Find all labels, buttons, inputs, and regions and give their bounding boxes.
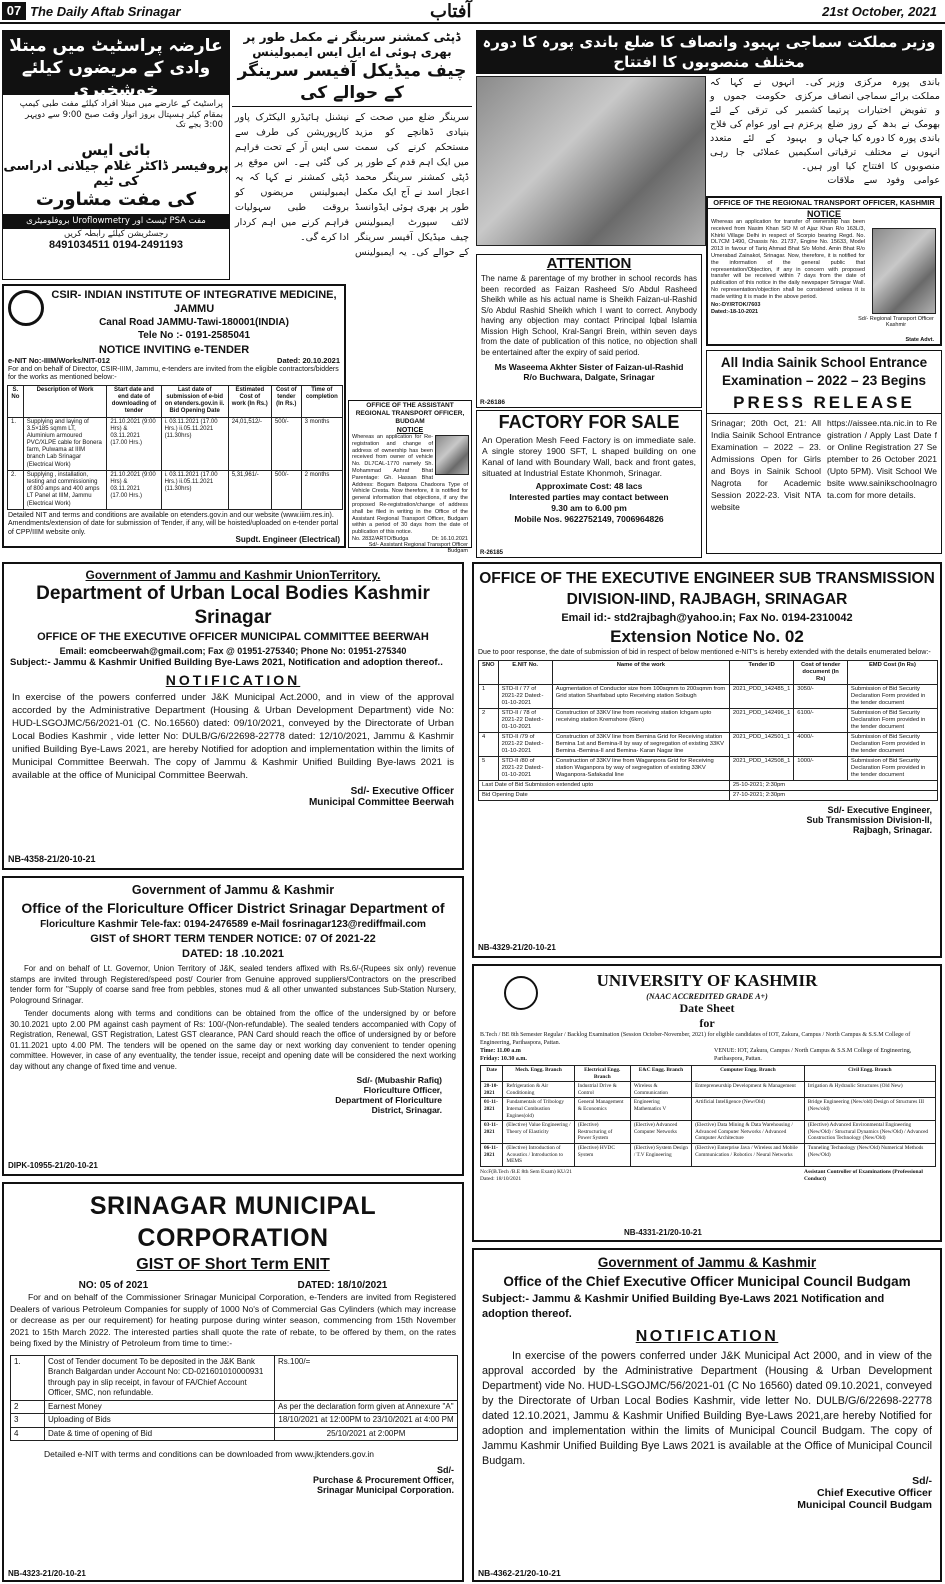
table-header: Cost of tender (In Rs.) <box>271 385 301 417</box>
newspaper-logo: آفتاب <box>430 1 472 22</box>
smc-table <box>10 1355 458 1442</box>
floriculture-sign4: District, Srinagar. <box>371 1105 442 1115</box>
budgam-council-notification <box>472 1248 942 1582</box>
table-cell: As per the declaration form given at Annexure "A" <box>275 1400 458 1414</box>
floriculture-sign1: Sd/- (Mubashir Rafiq) <box>356 1075 442 1085</box>
sainik-body-right: https://aissee.nta.nic.in to Registration / Apply Last Date for Online Registration 27 September to 26 October 2021 (Upto 5PM). Visit School Website www.sainikschoolnagrota.com for more details. <box>827 418 937 500</box>
iiim-intro: For and on behalf of Director, CSIR-IIIM, Jammu, e-tenders are invited from the eligible contractors/bidders for the works as mentioned below:- <box>8 366 339 382</box>
floriculture-sign2: Floriculture Officer, <box>363 1085 442 1095</box>
table-cell: Industrial Drive & Control <box>574 1082 630 1098</box>
rto-kashmir-title: OFFICE OF THE REGIONAL TRANSPORT OFFICER, KASHMIR <box>708 198 940 209</box>
ulb-notification-label: NOTIFICATION <box>165 672 301 688</box>
smc-detail: Detailed e-NIT with terms and conditions can be downloaded from www.jktenders.gov.in <box>44 1449 374 1459</box>
ulb-sign2: Municipal Committee Beerwah <box>308 797 454 808</box>
university-seal-icon <box>504 976 538 1010</box>
sainik-press-release <box>706 350 942 554</box>
university-sign: Assistant Controller of Examinations (Professional Conduct) <box>804 1168 923 1182</box>
table-cell: Artificial Intelligence (New/Old) <box>692 1098 805 1121</box>
table-cell: Bid Opening Date <box>479 791 730 801</box>
table-cell: General Management & Economics <box>574 1098 630 1121</box>
table-cell: 6100/- <box>794 709 848 733</box>
table-header: Time of completion <box>301 385 342 417</box>
university-naac: (NAAC ACCREDITED GRADE A+) <box>646 992 768 1001</box>
budgam-notification-label: NOTIFICATION <box>635 1328 779 1345</box>
table-row <box>479 709 938 733</box>
table-cell: 1. <box>8 417 24 470</box>
university-footer <box>474 1169 940 1183</box>
sainik-title: All India Sainik School Entrance Examination – 2022 – 23 Begins <box>720 355 928 388</box>
table-header: Name of the work <box>552 661 729 685</box>
table-cell: Date & time of opening of Bid <box>45 1427 275 1441</box>
table-header: Computer Engg. Branch <box>692 1066 805 1082</box>
table-cell: 01-11-2021 <box>481 1098 503 1121</box>
page-number: 07 <box>2 2 26 20</box>
hospital-doctor-line2: پروفیسر ڈاکٹر غلام جیلانی ادراسی کی ٹیم <box>3 159 229 189</box>
table-cell: 1 <box>479 685 499 709</box>
transmission-email: Email id:- std2rajbagh@yahoo.in; Fax No. 0194-2310042 <box>561 612 853 624</box>
factory-title: FACTORY FOR SALE <box>498 412 680 432</box>
smc-sign3: Srinagar Municipal Corporation. <box>316 1485 454 1495</box>
table-header: E&C Engg. Branch <box>630 1066 691 1082</box>
table-cell: 5,31,961/- <box>228 470 271 509</box>
attention-notice <box>476 254 702 408</box>
rto-kashmir-body: Whereas an application for transfer of ownership has been received from Nasim Khan S/O M of Ajaz Khan R/o 163L/3, Khirki Village Delhi in respect of Scorpio bearing Regd. No. DL7CM 1490, Chassis No. 21737, Engine No. 15633, Model 2013 in favour of Tariq Ahmad Bhat S/o Mohd. Amin Bhat R/o Umerabad Zainakot, Srinagar. Now, therefore, it is notified for the information of the general public that representation/Objection, if any in concern with proposed transfer will be received within 7 days from the date of publication of this notice in the daily newspaper Srinagar Wall. No representation/objection shall be considered unless it is made writing it is made in the above period. <box>711 219 865 300</box>
attention-title: ATTENTION <box>546 255 632 272</box>
rto-budgam-title: OFFICE OF THE ASSISTANT REGIONAL TRANSPORT OFFICER, BUDGAM <box>355 402 465 425</box>
rto-kashmir-notice <box>706 196 942 346</box>
hospital-phones: 8491034511 0194-2491193 <box>49 239 183 252</box>
table-row <box>481 1082 936 1098</box>
table-cell: Cost of Tender document To be deposited in the J&K Bank Branch Balgardan under Account No: CD-021601010000931 through pay in slip receipt, in favour of FA/Chief Account Officer, SMC, non refundable. <box>45 1355 275 1400</box>
attention-body: The name & parentage of my brother in school records has been recorded as Faizan Rasheed S/o Abdul Rasheed Sheikh while as his actual name is Sheikh Faizan-ul-Rashid S/o Abdul Rashid Sheikh which I want to correct. Anybody having any objection may contact Principal Iqbal Islamia Mission High School, Kral-Sangri Brein, within seven days from the date of publication of this notice, no objection shall be entertained after the expiry of said period. <box>481 274 697 357</box>
table-cell: Earnest Money <box>45 1400 275 1414</box>
table-cell: 21.10.2021 (9:00 Hrs) & 03.11.2021 (17.00 Hrs.) <box>107 470 161 509</box>
table-cell: 3050/- <box>794 685 848 709</box>
table-row <box>479 733 938 757</box>
iiim-sign: Supdt. Engineer (Electrical) <box>235 535 340 544</box>
budgam-subject: Subject:- Jammu & Kashmir Unified Building Bye-Laws 2021 Notification and adoption thereof. <box>482 1293 885 1320</box>
table-row <box>481 1098 936 1121</box>
floriculture-body1: For and on behalf of Lt. Governor, Union Territory of J&K, sealed tenders affixed with Rs.6/-(Rupees six only) revenue stamps are invited through Registered/speed post/ Courier from Genuine approved suppliers/Contractors on the prescribed tender form for "Supply of coarse sand free from pebbles, stones mud & all other unwanted substances Sub-Station Nursery, Pologround Srinagar. <box>10 964 456 1005</box>
iiim-footer: Detailed NIT and terms and conditions are available on etenders.gov.in and our website (www.iiim.res.in). Amendments/extension of date for submission of Tender, if any, will be hoisted/uploaded on e-tender portal of CPP/IIIM website only. <box>8 511 339 536</box>
rto-kashmir-date: Dated:-18-10-2021 <box>711 308 759 315</box>
table-cell: 21.10.2021 (9:00 Hrs) & 03.11.2021 (17.00 Hrs.) <box>107 417 161 470</box>
table-cell: (Elective) Data Mining & Data Warehousing / Advanced Computer Networks / Advanced Computer Architecture <box>692 1121 805 1144</box>
smc-sign2: Purchase & Procurement Officer, <box>312 1475 454 1485</box>
kashmir-university-datesheet <box>472 964 942 1242</box>
table-row <box>11 1427 458 1441</box>
ulb-office: OFFICE OF THE EXECUTIVE OFFICER MUNICIPAL COMMITTEE BEERWAH <box>37 631 429 643</box>
table-cell: 2021_PDD_142485_1 <box>729 685 793 709</box>
ulb-sign1: Sd/- Executive Officer <box>350 786 454 797</box>
table-cell: Augmentation of Conductor size from 100sqmm to 200sqmm from Grid station Sharifabad upto Receiving station Soibugh <box>552 685 729 709</box>
smc-gist-enit <box>2 1182 464 1582</box>
university-time1: Time: 11.00 a.m <box>480 1048 521 1054</box>
table-header: Description of Work <box>23 385 107 417</box>
table-header-row <box>479 661 938 685</box>
university-notes <box>480 1169 572 1183</box>
table-cell: Fundamentals of Tribology Internal Combustion Engines(old) <box>503 1098 574 1121</box>
factory-sale-ad <box>476 410 702 558</box>
smc-body: For and on behalf of the Commissioner Srinagar Municipal Corporation, e-Tenders are invited from Registered Dealers of various Petroleum Companies for supply of 1000 No's of Commercial Gas Cylinders (which may increase or decrease as per our requirement) for heating purpose during winter season, commencing from 15th November 2021 to 15th March 2022. The interested parties shall quote the rate of rebate, to be offered by them, on the rates being fixed by the Ministry of Petroleum from time to time:- <box>10 1292 456 1348</box>
factory-mobile: Mobile Nos. 9622752149, 7006964826 <box>514 514 664 524</box>
university-time-venue <box>474 1048 940 1063</box>
table-cell: 18/10/2021 at 12:00PM to 23/10/2021 at 4:00 PM <box>275 1414 458 1428</box>
factory-ref: R-26185 <box>480 550 504 556</box>
table-cell: Submission of Bid Security Declaration Form provided in the tender document <box>847 757 937 781</box>
table-cell: Supplying and laying of 3.5×185 sqmm LT, Aluminium armoured PVC/XLPE cable for Bonera farm, Pulwama at IIIM branch Lab Srinagar (Electrical Work) <box>23 417 107 470</box>
floriculture-gov: Government of Jammu & Kashmir <box>131 883 335 897</box>
rto-budgam-body: Whereas an application for Re-registration and change of address of ownership has been received from owner of vehicle No. DL7CAL-1770 namely Sh. Mohammad Ashraf Bhat Parentage: Gh. Hassan Bhat Address: Bogam Batpora Chadoora Type of Vehicle Cresta. Now therefore, it is notified for general information that objections, if any the proposed Re-registration/change of address shall be filed in writing in the Office of the Assistant Regional Transport Officer, Budgam within a period of 30 days from the date of publication of this notice. <box>352 434 468 536</box>
table-cell: 3 months <box>301 417 342 470</box>
table-cell: STD-II /79 of 2021-22 Dated:- 01-10-2021 <box>498 733 552 757</box>
masthead <box>0 0 945 24</box>
hospital-doctor-line3: کی مفت مشاورت <box>35 189 197 210</box>
transmission-title1: OFFICE OF THE EXECUTIVE ENGINEER SUB TRANSMISSION <box>479 570 935 587</box>
hospital-ad <box>2 30 230 280</box>
ambulance-body: سرینگر ضلع میں صحت کے بنیادی ڈھانچے کو مزید مستحکم کرنے کی سمت میں ایک اہم قدم کے طور پر ڈپٹی کمشنر سرینگر محمد اعجاز اسد نے آج ایک مکمل طور پر بھری ہوئی ایڈوانسڈ لائف سپورٹ ایمبولینس چیف میڈیکل آفیسر سرینگر کے حوالے کی۔ یہ ایمبولینس نیشنل ہائیڈرو الیکٹرک پاور کارپوریشن کی طرف سے سی ایس آر کے تحت فراہم کی گئی ہے۔ اس موقع پر ڈپٹی کمشنر نے کہا کہ یہ ایمبولینس مریضوں کو بروقت طبی سہولیات فراہم کرنے میں اہم کردار ادا کرے گی۔ <box>235 112 469 258</box>
table-header: EMD Cost (In Rs) <box>847 661 937 685</box>
table-cell: Last Date of Bid Submission extended upto <box>479 781 730 791</box>
ulb-beerwah-notification <box>2 562 464 870</box>
floriculture-sign3: Department of Floriculture <box>335 1095 442 1105</box>
smc-dated: DATED: 18/10/2021 <box>297 1280 388 1291</box>
floriculture-body2: Tender documents along with terms and conditions can be obtained from the office of the undersigned by or before 30.10.2021 upto 2.00 PM against cash payment of Rs: 100/-(Non-refundable). The sealed tenders accompanied with Copy of Registration, Renewal, GST Registration, Latest GST clearance, PAN Card should reach the office of undersigned by or before 01.11.2021 upto 4.00 PM. The tenders will be opened on the same day or next working day convenient to tender opening committee. However, in case of any eventuality, the tender issue, receipt and opening date will be considered the next working day without any change of fixed time and venue. <box>10 1009 456 1071</box>
ambulance-title1: ڈپٹی کمشنر سرینگر نے مکمل طور پر بھری ہوئی اے ایل ایس ایمبولینس <box>243 30 461 59</box>
table-cell: i. 03.11.2021 (17.00 Hrs.) ii.05.11.2021 (11.30hrs) <box>161 417 228 470</box>
table-header: Cost of tender document (In Rs) <box>794 661 848 685</box>
table-cell: 06-11-2021 <box>481 1143 503 1166</box>
table-cell: 4 <box>479 733 499 757</box>
university-venue: VENUE: IOT, Zakura, Campus / North Campus & S.S.M College of Engineering, Parihaspora, Pattan. <box>714 1048 912 1062</box>
smc-no: NO: 05 of 2021 <box>78 1280 149 1291</box>
iiim-nit-no: e-NIT No:-IIIM/Works/NIT-012 <box>8 356 110 365</box>
iiim-nit-line <box>4 356 344 365</box>
table-cell: 2021_PDD_142508_1 <box>729 757 793 781</box>
table-cell: (Elective) Advanced Environmental Engineering (New/Old) / Structural Dynamics (New/Old) / Advanced Construction Technology (New/Old) <box>804 1121 935 1144</box>
table-header: Tender ID <box>729 661 793 685</box>
hospital-contact-line: رجسٹریشن کیلئے رابطہ کریں <box>63 228 169 239</box>
factory-time: 9.30 am to 6.00 pm <box>551 503 627 513</box>
smc-ref: NB-4323-21/20-10-21 <box>8 1569 86 1578</box>
table-cell: Uploading of Bids <box>45 1414 275 1428</box>
iiim-tele: Tele No :- 0191-2585041 <box>137 330 251 341</box>
rto-budgam-photo <box>435 435 469 475</box>
ulb-dept: Department of Urban Local Bodies Kashmir Srinagar <box>36 583 430 628</box>
table-header: Civil Engg. Branch <box>804 1066 935 1082</box>
factory-body: An Operation Mesh Feed Factory is on immediate sale. A single storey 1900 SFT, L shaped building on one Kanal of land with Boundary Wall, back and front gates, situated at Industrial Estate Khonmoh, Srinagar. <box>482 435 696 478</box>
attention-ref: R-26186 <box>480 399 505 406</box>
table-cell: 5 <box>479 757 499 781</box>
table-cell: Submission of Bid Security Declaration Form provided in the tender document <box>847 685 937 709</box>
table-header: Start date and end date of downloading of tender <box>107 385 161 417</box>
table-row <box>8 470 343 509</box>
table-header: Estimated Cost of work (In Rs.) <box>228 385 271 417</box>
table-row <box>8 417 343 470</box>
transmission-ref: NB-4329-21/20-10-21 <box>478 943 556 952</box>
rto-budgam-notice <box>348 400 472 554</box>
table-row <box>479 791 938 801</box>
transmission-sign3: Rajbagh, Srinagar. <box>852 825 932 836</box>
smc-no-line <box>4 1280 462 1291</box>
table-cell: 500/- <box>271 470 301 509</box>
table-header-row <box>8 385 343 417</box>
budgam-sign3: Municipal Council Budgam <box>797 1499 932 1511</box>
table-cell: 2021_PDD_142496_1 <box>729 709 793 733</box>
ulb-body: In exercise of the powers conferred under J&K Municipal Act.2000, and in view of the approval accorded by the Administrative Department (Housing & Urban Development Department) vide No: HUD-LSGOJMC/56/2021-01 (C. No.16560) dated: 09/10/2021, conveyed by the Directorate of Urban Local Bodies Kashmir , vide letter No: DULB/G/6/22698-22778 dated: 12/10/2021, Jammu & Kashmir unified Building Bye-Laws 2021, are hereby Notified for adoption and implementation within the limits of Municipal Committee Beerwah. The copy of Jammu & Kashmir Unified Building Bye-laws 2021 is available at the office of Municipal Committee Beerwah. <box>12 692 454 781</box>
table-cell: 4000/- <box>794 733 848 757</box>
table-cell: Construction of 33KV line from Waganpora Grid for Receiving station Waganpora by way of segregation of existing 33KV Waganpora-Safakadal line <box>552 757 729 781</box>
table-cell: STD-II / 78 of 2021-22 Dated:- 01-10-2021 <box>498 709 552 733</box>
table-cell: (Elective) System Design / T.V Engineering <box>630 1143 691 1166</box>
rto-budgam-notice-label: NOTICE <box>396 427 424 434</box>
csir-logo-icon <box>8 290 44 326</box>
table-header: Last date of submission of e-bid on etenders.gov.in ii. Bid Opening Date <box>161 385 228 417</box>
table-header-row <box>481 1066 936 1082</box>
minister-body: باندی پورہ مرکزی وزیر مملکت برائے سماجی انصاف و تفویض اختیارات پرتیما بھومک نے بدھ کے روز ضلع باندی پورہ کا دورہ کیا جہاں انہوں نے مختلف ترقیاتی منصوبوں کا افتتاح کیا اور عوامی وفود سے ملاقات کی۔ انہوں نے کہا کہ مرکزی حکومت جموں و کشمیر کی ترقی کے لئے پرعزم ہے اور عوام کی فلاح و بہبود کے لئے متعدد اسکیمیں عملائی جا رہی ہیں۔ <box>710 77 940 186</box>
table-cell: 3 <box>11 1414 45 1428</box>
rto-budgam-ref: No. 2832/ARTO/Budga <box>352 535 409 542</box>
rto-kashmir-state: State Advt. <box>905 337 934 343</box>
table-header: S. No <box>8 385 24 417</box>
floriculture-tender <box>2 876 464 1176</box>
university-date-sheet: Date Sheet <box>679 1001 735 1015</box>
table-cell: Submission of Bid Security Declaration Form provided in the tender document <box>847 709 937 733</box>
university-title: UNIVERSITY OF KASHMIR <box>596 971 818 990</box>
table-cell: 27-10-2021; 2:30pm <box>729 791 937 801</box>
floriculture-dated: DATED: 18 .10.2021 <box>182 948 284 960</box>
university-note1: No:F(B.Tech /B.E 8th Sem Exam) KU/21 <box>480 1168 573 1175</box>
table-cell: Submission of Bid Security Declaration Form provided in the tender document <box>847 733 937 757</box>
table-cell: Engineering Mathematics V <box>630 1098 691 1121</box>
iiim-tender <box>2 284 346 548</box>
table-cell: STD-II /80 of 2021-22 Dated:- 01-10-2021 <box>498 757 552 781</box>
table-cell: 500/- <box>271 417 301 470</box>
university-table <box>480 1065 936 1167</box>
rto-kashmir-photo <box>872 228 936 314</box>
table-cell: 25-10-2021; 2:30pm <box>729 781 937 791</box>
floriculture-office: Office of the Floriculture Officer District Srinagar Department of <box>21 900 445 916</box>
ulb-contact: Email: eomcbeerwah@gmail.com; Fax @ 01951-275340; Phone No: 01951-275340 <box>59 646 407 656</box>
table-cell: 2021_PDD_142501_1 <box>729 733 793 757</box>
table-cell: 1. <box>11 1355 45 1400</box>
ambulance-title2: چیف میڈیکل آفیسر سرینگر کے حوالے کی <box>232 60 472 107</box>
attention-sign2: R/o Buchwara, Dalgate, Srinagar <box>523 372 655 382</box>
hospital-ad-title: عارضہ پراسٹیٹ میں مبتلا وادی کے مریضوں کیلئے خوشخبری <box>3 31 229 95</box>
minister-photo <box>476 76 706 246</box>
table-header: SNO <box>479 661 499 685</box>
table-cell: i. 03.11.2021 (17.00 Hrs.) ii.05.11.2021 (11.30hrs) <box>161 470 228 509</box>
table-cell: 1000/- <box>794 757 848 781</box>
budgam-office: Office of the Chief Executive Officer Municipal Council Budgam <box>503 1274 911 1289</box>
table-cell: 4 <box>11 1427 45 1441</box>
ambulance-story <box>232 30 472 280</box>
hospital-doctor-line1: بائی ایس <box>81 141 151 159</box>
table-cell: Construction of 33KV line from receiving station Ichgam upto receiving station Kremshore (6km) <box>552 709 729 733</box>
rto-kashmir-ref: No:-DY/RTOK/7603 <box>711 301 761 308</box>
iiim-notice-title: NOTICE INVITING e-TENDER <box>98 344 250 356</box>
transmission-sign2: Sub Transmission Division-II, <box>806 815 932 826</box>
floriculture-gist: GIST of SHORT TERM TENDER NOTICE: 07 Of 2021-22 <box>90 933 376 945</box>
transmission-intro: Due to poor response, the date of submission of bid in respect of below mentioned e-NIT's is hereby extended with the details enumerated below:- <box>478 649 931 656</box>
table-row <box>479 685 938 709</box>
table-header: Electrical Engg. Branch <box>574 1066 630 1082</box>
budgam-sign2: Chief Executive Officer <box>817 1487 932 1499</box>
table-cell: 2 months <box>301 470 342 509</box>
table-cell: (Elective) HVDC System <box>574 1143 630 1166</box>
minister-title: وزیر مملکت سماجی بہبود وانصاف کا ضلع باندی پورہ کا دورہ مختلف منصوبوں کا افتتاح <box>476 30 942 74</box>
transmission-table <box>478 660 938 801</box>
table-cell: Bridge Engineering (New/old) Design of Structures III (New/old) <box>804 1098 935 1121</box>
table-cell: Rs.100/= <box>275 1355 458 1400</box>
iiim-address: Canal Road JAMMU-Tawi-180001(INDIA) <box>99 317 289 328</box>
table-cell: Supplying , installation, testing and commissioning of 800 amps and 400 amps LT Panel at IIIM, Jammu (Electrical Work) <box>23 470 107 509</box>
factory-contact: Interested parties may contact between <box>509 492 669 502</box>
transmission-extension-notice <box>472 562 942 958</box>
table-cell: Refrigeration & Air Conditioning <box>503 1082 574 1098</box>
table-row <box>481 1143 936 1166</box>
rto-kashmir-notice-label: NOTICE <box>806 209 841 219</box>
transmission-title2: DIVISION-IIND, RAJBAGH, SRINAGAR <box>566 591 848 608</box>
table-cell: 24,01,512/- <box>228 417 271 470</box>
ulb-ref: NB-4358-21/20-10-21 <box>8 854 96 864</box>
factory-cost: Approximate Cost: 48 lacs <box>535 481 643 491</box>
university-time2: Friday: 10.30 a.m. <box>480 1055 527 1062</box>
table-cell: STD-II / 77 of 2021-22 Dated:- 01-10-2021 <box>498 685 552 709</box>
budgam-ref: NB-4362-21/20-10-21 <box>478 1568 561 1578</box>
sainik-press-label: PRESS RELEASE <box>707 393 941 414</box>
transmission-ext-title: Extension Notice No. 02 <box>610 627 804 646</box>
table-cell: (Elective) Restructuring of Power System <box>574 1121 630 1144</box>
ulb-subject: Subject:- Jammu & Kashmir Unified Building Bye-Laws 2021, Notification and adoption thereof.. <box>10 657 443 668</box>
table-cell: (Elective) Value Engineering / Theory of Elasticity <box>503 1121 574 1144</box>
table-cell: (Elective) Enterprise Java / Wireless and Mobile Communication / Robotics / Neural Networks <box>692 1143 805 1166</box>
table-row <box>11 1400 458 1414</box>
hospital-psa-line: مفت PSA ٹیسٹ اور Uroflowmetry بروفلومیٹری <box>3 214 229 229</box>
table-cell: Construction of 33KV line from Bemina Grid for Receiving station Bemina 1st and Bemina-II by way of segregation of existing 33KV Bemina -Bemina-II and Bemina- Karan Nagar line <box>552 733 729 757</box>
budgam-body: In exercise of the powers conferred under J&K Municipal Act 2000, and in view of the approval accorded by the Administrative Department (Housing & Urban Development Department) vide No. HUD-LSGOJMC/56/2021-01 (C No 16560) dated 09.10.2021, conveyed by the Directorate of Urban Local Bodies Kashmir, vide letter No. DULB/G/6/22698-22778 dated 12.10.2021, Jammu & Kashmir Unified Building Bye-Laws 2021,are hereby Notified for adoption and implementation within the limits of Municipal Council Budgam. The copy of Jammu Kashmir Unified Building Bye Laws 2021 is available at the Office of Municipal Council Budgam. <box>482 1350 932 1467</box>
university-for: for <box>699 1016 715 1030</box>
budgam-gov: Government of Jammu & Kashmir <box>597 1255 817 1270</box>
floriculture-contact: Floriculture Kashmir Tele-fax: 0194-2476589 e-Mail fosrinagar123@rediffmail.com <box>40 919 426 930</box>
paper-name: The Daily Aftab Srinagar <box>30 4 181 19</box>
table-cell: Entrepreneurship Development & Management <box>692 1082 805 1098</box>
rto-kashmir-sign: Sd/- Regional Transport Officer Kashmir <box>858 316 934 328</box>
issue-date: 21st October, 2021 <box>822 4 937 19</box>
iiim-nit-date: Dated: 20.10.2021 <box>277 356 340 365</box>
table-cell: 2 <box>11 1400 45 1414</box>
rto-budgam-sign: Sd/- Assistant Regional Transport Officer Budgam <box>368 541 468 554</box>
university-note2: Dated: 18/10/2021 <box>480 1175 522 1182</box>
table-row <box>479 757 938 781</box>
table-cell: (Elective) Advanced Computer Networks <box>630 1121 691 1144</box>
table-cell: Irrigation & Hydraulic Structures (Old New) <box>804 1082 935 1098</box>
ulb-gov: Government of Jammu and Kashmir UnionTerritory. <box>85 568 381 582</box>
table-cell: (Elective) Introduction of Acoustics / Introduction to MEMS <box>503 1143 574 1166</box>
table-cell: 03-11-2021 <box>481 1121 503 1144</box>
sainik-body-left: Srinagar; 20th Oct, 21: All India Sainik School Entrance Examination – 2022 – 23. Admissions Open for Girls and Boys in Sainik School Nagrota for Academic Session 2022-23. Visit NTA website <box>711 418 821 512</box>
table-cell: 2. <box>8 470 24 509</box>
transmission-sign1: Sd/- Executive Engineer, <box>827 805 932 816</box>
table-header: Date <box>481 1066 503 1082</box>
attention-sign1: Ms Waseema Akhter Sister of Faizan-ul-Rashid <box>494 362 684 372</box>
university-desc: B.Tech / BE 8th Semester Regular / Backlog Examination (Session October-November, 2021) for eligible candidates of IOT, Zakura, Campus / North Campus & S.S.M College of Engineering, Parihaspora, Pattan. <box>480 1032 911 1046</box>
table-header: E.NIT No. <box>498 661 552 685</box>
table-row <box>11 1355 458 1400</box>
table-cell: 2 <box>479 709 499 733</box>
budgam-sign1: Sd/- <box>912 1475 932 1487</box>
floriculture-ref: DIPK-10955-21/20-10-21 <box>8 1161 98 1170</box>
iiim-title: CSIR- INDIAN INSTITUTE OF INTEGRATIVE MEDICINE, JAMMU <box>51 289 337 315</box>
table-cell: Wireless & Communication <box>630 1082 691 1098</box>
table-row <box>479 781 938 791</box>
table-row <box>481 1121 936 1144</box>
smc-gist: GIST OF Short Term ENIT <box>136 1256 330 1273</box>
university-times <box>480 1048 527 1063</box>
table-header: Mech. Engg. Branch <box>503 1066 574 1082</box>
smc-title: SRINAGAR MUNICIPAL CORPORATION <box>89 1192 377 1252</box>
smc-sign1: Sd/- <box>437 1465 454 1475</box>
table-cell: Tunneling Technology (New/Old) Numerical Methods (New/Old) <box>804 1143 935 1166</box>
sainik-body <box>707 414 941 516</box>
iiim-table <box>7 385 343 510</box>
table-row <box>11 1414 458 1428</box>
hospital-ad-body: پراسٹیٹ کے عارضے میں مبتلا افراد کیلئے مفت طبی کیمپ بمقام کیئر ہسپتال بروز اتوار وقت صبح 9:00 سے دوپہر 3:00 بجے تک <box>19 99 223 131</box>
rto-budgam-date: Dt: 16.10.2021 <box>431 535 468 542</box>
table-cell: 25/10/2021 at 2:00PM <box>275 1427 458 1441</box>
university-ref: NB-4331-21/20-10-21 <box>624 1228 702 1237</box>
table-cell: 28-10-2021 <box>481 1082 503 1098</box>
